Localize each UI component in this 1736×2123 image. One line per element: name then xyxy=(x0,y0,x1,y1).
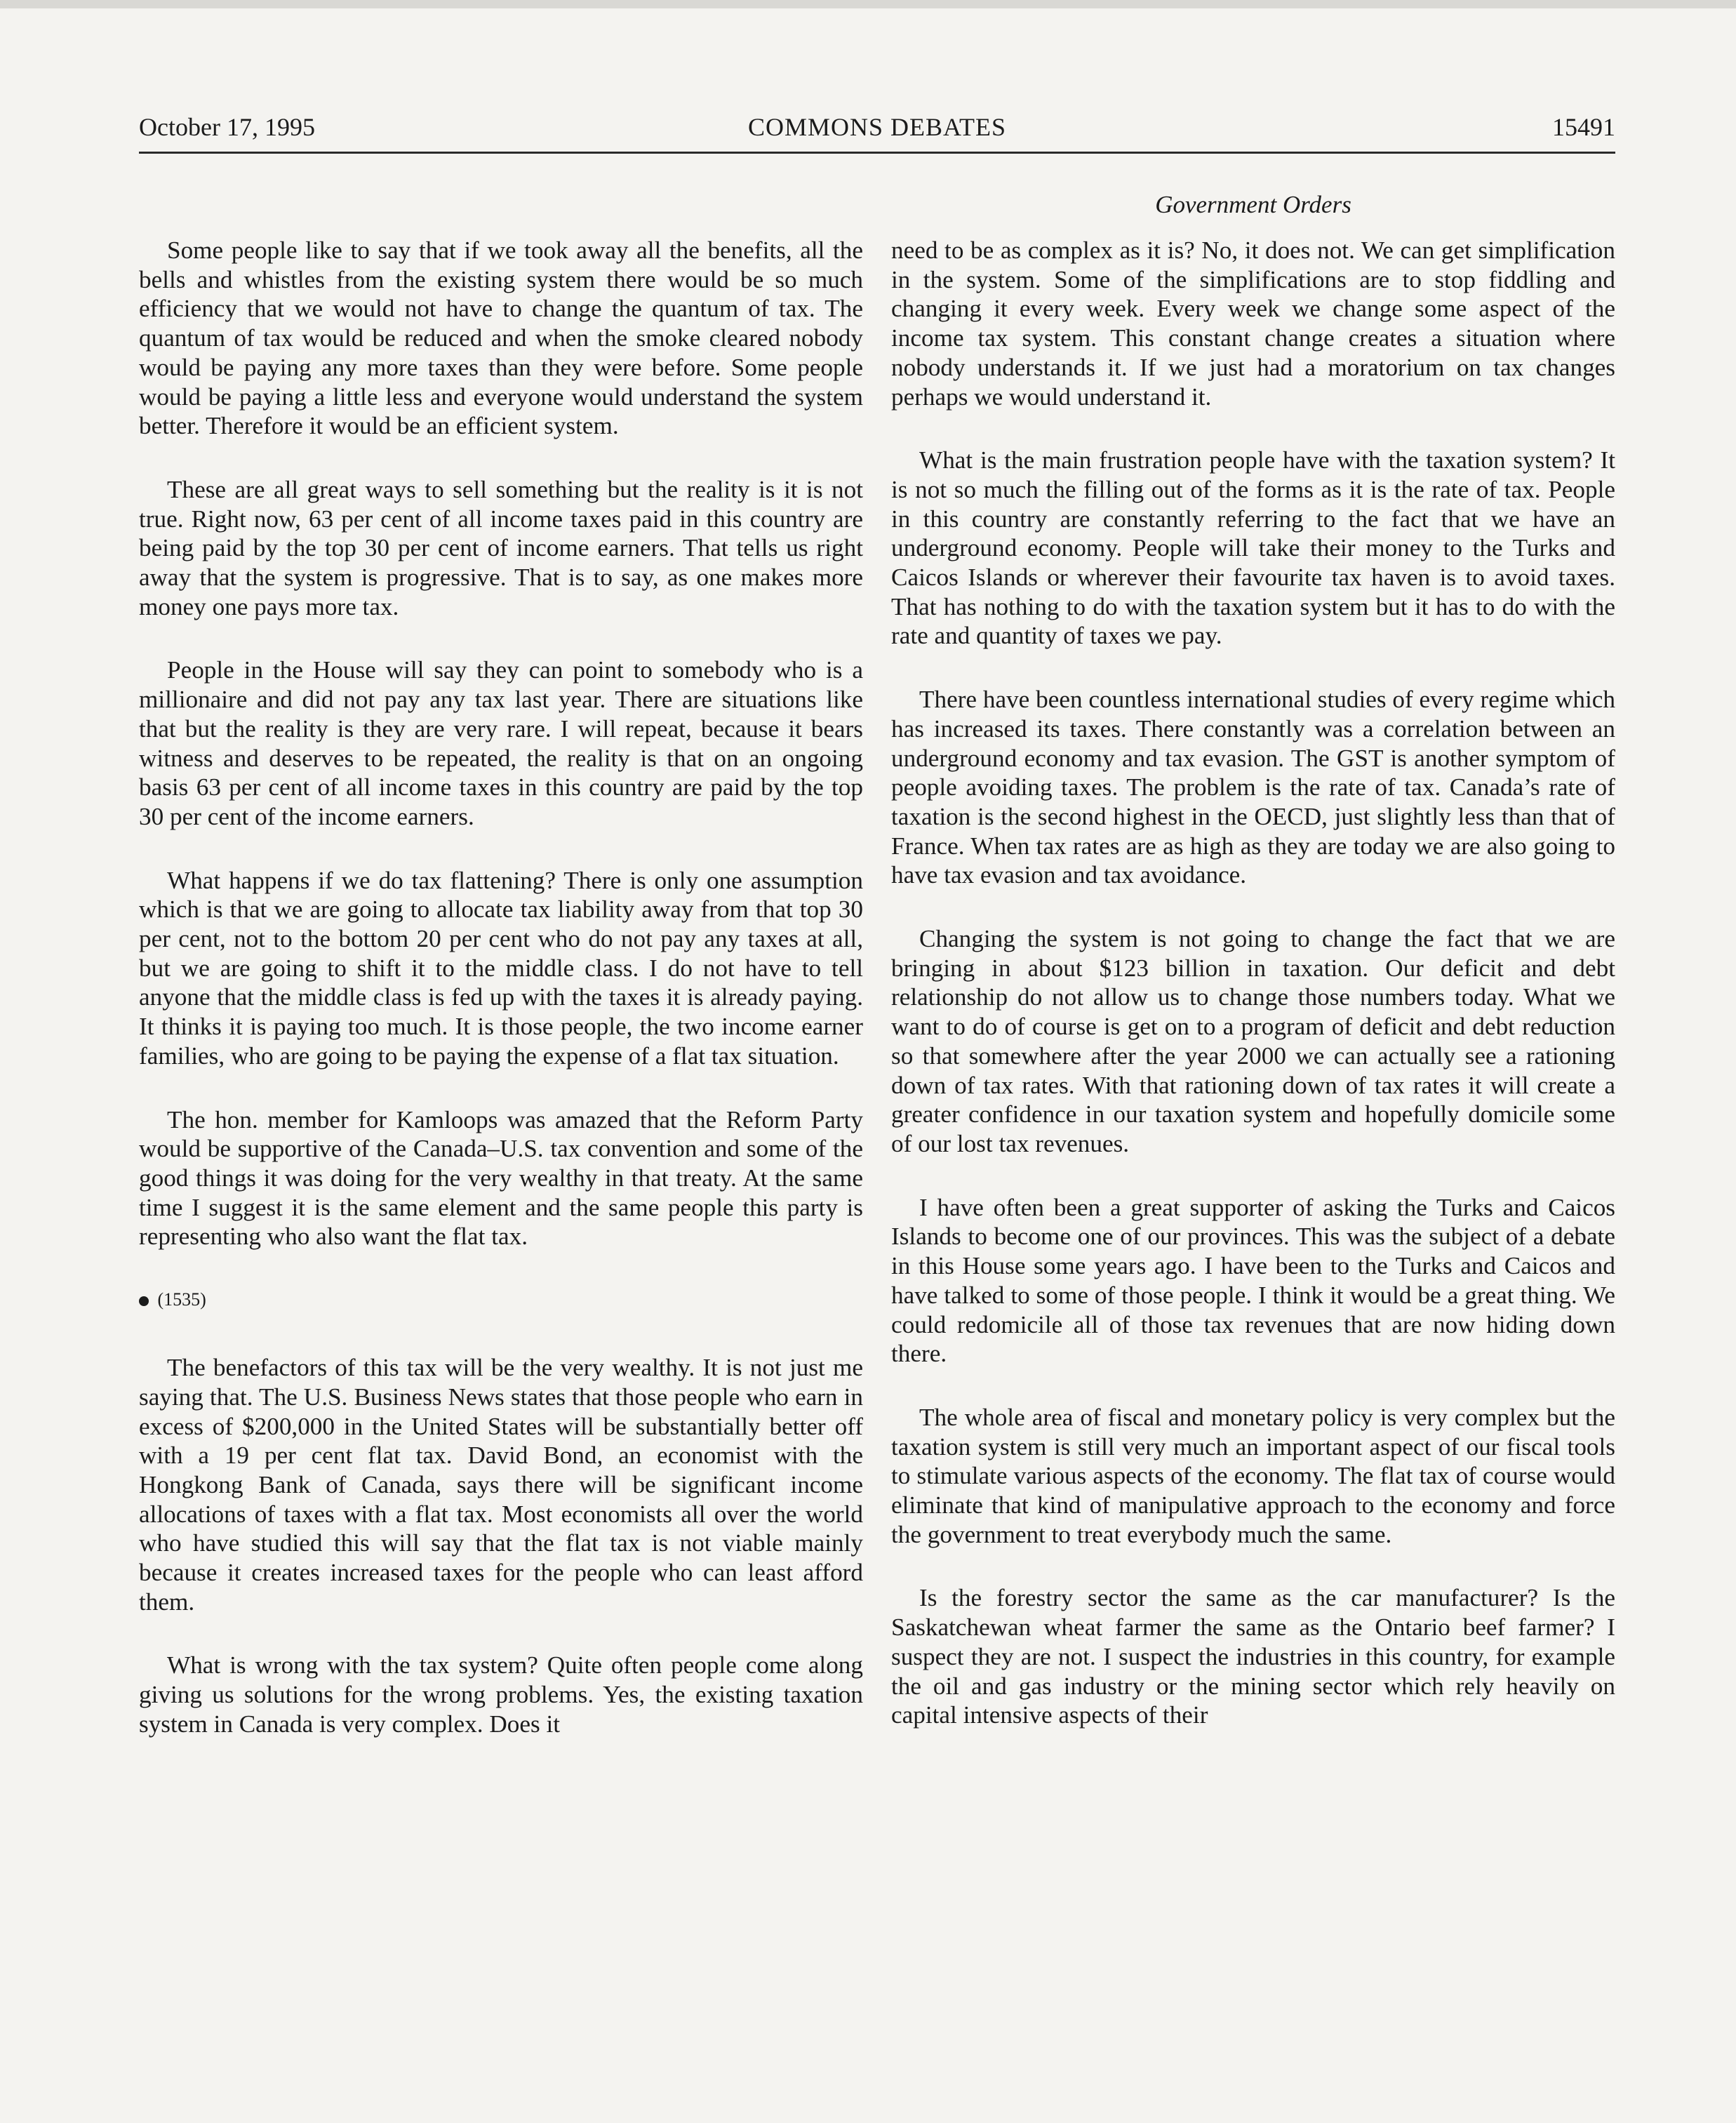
paragraph: The benefactors of this tax will be the very wealthy. It is not just me saying that. The U.S. Business News states that those people who earn in excess of $200,000 in the United States will be substantially better off with a 19 per cent flat tax. David Bond, an economist with the Hongkong Bank of Canada, says there will be significant income allocations of taxes with a flat tax. Most economists all over the world who have studied this will say that the flat tax is not viable mainly because it creates increased taxes for the people who can least afford them. xyxy=(139,1354,863,1616)
paragraph: The hon. member for Kamloops was amazed that the Reform Party would be supportive of the Canada–U.S. tax convention and some of the good things it was doing for the very wealthy in that treaty. At the same time I suggest it is the same element and the same people this party is representing who also want the flat tax. xyxy=(139,1105,863,1251)
left-column xyxy=(139,236,863,1773)
continued-paragraph: need to be as complex as it is? No, it does not. We can get simplification in the system. Some of the simplifications are to stop fiddling and changing it every week. Every week we change some aspect of the income tax system. This constant change creates a situation where nobody understands it. If we just had a moratorium on tax changes perhaps we would understand it. xyxy=(891,237,1615,411)
paragraph: Some people like to say that if we took away all the benefits, all the bells and whistles from the existing system there would be so much efficiency that we would not have to change the quantum of tax. The quantum of tax would be reduced and when the smoke cleared nobody would be paying any more taxes than they were before. Some people would be paying a little less and everyone would understand the system better. Therefore it would be an efficient system. xyxy=(139,237,863,440)
publication-date: October 17, 1995 xyxy=(139,113,315,141)
publication-title: COMMONS DEBATES xyxy=(747,113,1007,141)
section-heading: Government Orders xyxy=(1155,191,1351,218)
time-marker xyxy=(139,1286,863,1314)
paragraph: I have often been a great supporter of asking the Turks and Caicos Islands to become one of our provinces. This was the subject of a debate in this House some years ago. I have been to the Turks and Caicos and have talked to some of those people. I think it would be a great thing. We could redomicile all of those tax revenues that are now hiding down there. xyxy=(891,1193,1615,1368)
paragraph: Is the forestry sector the same as the car manufacturer? Is the Saskatchewan wheat farmer the same as the Ontario beef farmer? I suspect they are not. I suspect the industries in this country, for example the oil and gas industry or the mining sector which rely heavily on capital intensive aspects of their xyxy=(891,1584,1615,1729)
paragraph: What happens if we do tax flattening? There is only one assumption which is that we are going to allocate tax liability away from that top 30 per cent, not to the bottom 20 per cent who do not pay any taxes at all, but we are going to shift it to the middle class. I do not have to tell anyone that the middle class is fed up with the taxes it is already paying. It thinks it is paying too much. It is those people, the two income earner families, who are going to be paying the expense of a flat tax situation. xyxy=(139,866,863,1070)
paragraph: What is wrong with the tax system? Quite often people come along giving us solutions for the wrong problems. Yes, the existing taxation system in Canada is very complex. Does it xyxy=(139,1651,863,1738)
header-rule xyxy=(139,152,1615,154)
bullet-icon xyxy=(139,1296,149,1306)
paragraph: The whole area of fiscal and monetary policy is very complex but the taxation system is still very much an important aspect of our fiscal tools to stimulate various aspects of the economy. The flat tax of course would eliminate that kind of manipulative approach to the economy and force the government to treat everybody much the same. xyxy=(891,1403,1615,1548)
paragraph: People in the House will say they can point to somebody who is a millionaire and did not pay any tax last year. There are situations like that but the reality is they are very rare. I will repeat, because it bears witness and deserves to be repeated, the reality is that on an ongoing basis 63 per cent of all income taxes in this country are paid by the top 30 per cent of the income earners. xyxy=(139,656,863,830)
paragraph: Changing the system is not going to change the fact that we are bringing in about $123 billion in taxation. Our deficit and debt relationship do not allow us to change those numbers today. What we want to do of course is get on to a program of deficit and debt reduction so that somewhere after the year 2000 we can actually see a rationing down of tax rates. With that rationing down of tax rates it will create a greater confidence in our taxation system and hopefully domicile some of our lost tax revenues. xyxy=(891,925,1615,1157)
time-marker-text: (1535) xyxy=(157,1289,206,1310)
paragraph: These are all great ways to sell something but the reality is it is not true. Right now, 63 per cent of all income taxes paid in this country are being paid by the top 30 per cent of income earners. That tells us right away that the system is progressive. That is to say, as one makes more money one pays more tax. xyxy=(139,475,863,620)
paragraph: There have been countless international studies of every regime which has increased its taxes. There constantly was a correlation between an underground economy and tax evasion. The GST is another symptom of people avoiding taxes. The problem is the rate of tax. Canada’s rate of taxation is the second highest in the OECD, just slightly less than that of France. When tax rates are as high as they are today we are also going to have tax evasion and tax avoidance. xyxy=(891,686,1615,889)
paragraph: What is the main frustration people have with the taxation system? It is not so much the filling out of the forms as it is the rate of tax. People in this country are constantly referring to the fact that we have an underground economy. People will take their money to the Turks and Caicos Islands or wherever their favourite tax haven is to avoid taxes. That has nothing to do with the taxation system but it has to do with the rate and quantity of taxes we pay. xyxy=(891,446,1615,650)
scan-edge xyxy=(0,0,1736,8)
page-number: 15491 xyxy=(1552,113,1615,141)
page-header xyxy=(139,112,1615,154)
right-column xyxy=(891,236,1615,1764)
